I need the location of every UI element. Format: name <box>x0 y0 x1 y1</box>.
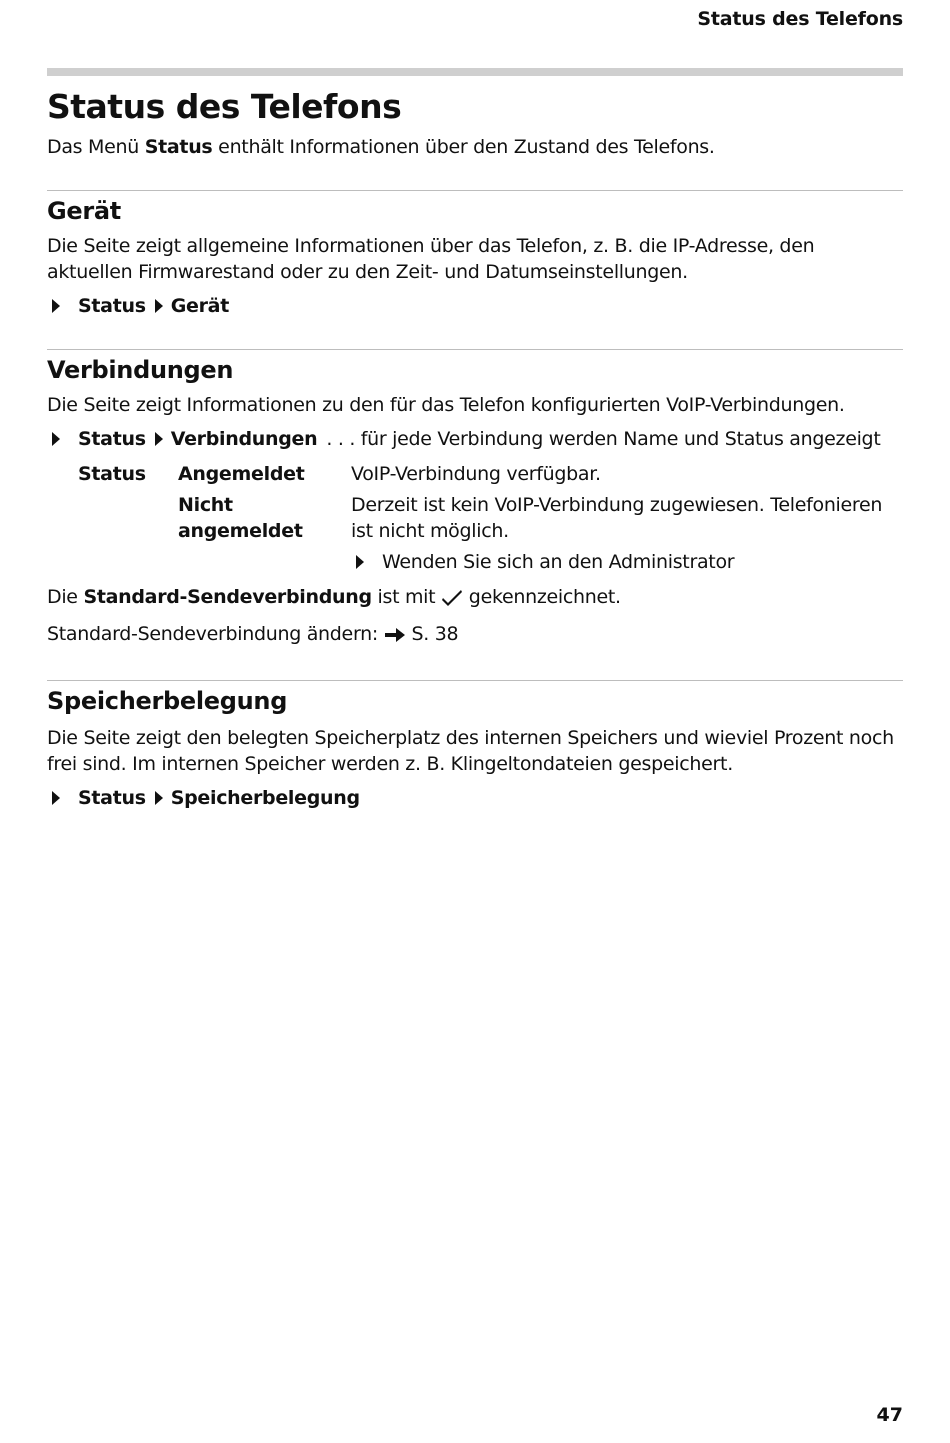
menu-path <box>47 785 903 811</box>
section-divider <box>47 680 903 681</box>
arrow-right-icon <box>155 432 163 446</box>
status-label: Status <box>78 463 146 485</box>
arrow-right-icon <box>155 299 163 313</box>
page-reference-link[interactable]: S. 38 <box>411 623 459 645</box>
status-table <box>78 461 903 575</box>
menu-path-item: Status <box>78 295 146 317</box>
intro-text <box>47 134 903 160</box>
change-text: Standard-Sendeverbindung ändern: <box>47 623 384 645</box>
section-geraet <box>47 195 903 319</box>
section-heading: Speicherbelegung <box>47 687 288 715</box>
menu-path-item: Status <box>78 428 146 450</box>
page-title: Status des Telefons <box>47 87 402 126</box>
section-heading: Gerät <box>47 197 121 225</box>
section-heading: Verbindungen <box>47 356 234 384</box>
menu-path-note: . . . für jede Verbindung werden Name und Status angezeigt <box>326 428 881 450</box>
page-reference-arrow-icon <box>384 624 406 650</box>
admin-hint-text: Wenden Sie sich an den Administrator <box>382 551 735 573</box>
checkmark-icon <box>441 587 463 613</box>
page-content <box>47 86 903 811</box>
arrow-right-icon <box>356 555 364 569</box>
intro-before: Das Menü <box>47 136 145 158</box>
intro-bold: Status <box>144 136 213 158</box>
standard-connection-note <box>47 584 903 613</box>
admin-hint <box>351 549 903 575</box>
page-number: 47 <box>876 1404 903 1426</box>
arrow-right-icon <box>52 299 60 313</box>
section-text: Die Seite zeigt allgemeine Informationen über das Telefon, z. B. die IP-Adresse, den aktuellen Firmwarestand oder zu den Zeit- und Datumseinstellungen. <box>47 235 815 283</box>
title-bar-decoration <box>47 68 903 76</box>
menu-path-item: Gerät <box>170 295 229 317</box>
std-after: gekennzeichnet. <box>463 586 621 608</box>
status-desc: Derzeit ist kein VoIP-Verbindung zugewiesen. Telefonieren ist nicht möglich. <box>351 494 883 542</box>
arrow-right-icon <box>52 432 60 446</box>
section-speicherbelegung <box>47 685 903 811</box>
arrow-right-icon <box>52 791 60 805</box>
std-middle: ist mit <box>371 586 442 608</box>
status-name: Nicht angemeldet <box>178 494 303 542</box>
section-divider <box>47 190 903 191</box>
intro-after: enthält Informationen über den Zustand des Telefons. <box>212 136 715 158</box>
menu-path-item: Speicherbelegung <box>170 787 360 809</box>
section-verbindungen <box>47 354 903 650</box>
menu-path-item: Status <box>78 787 146 809</box>
status-desc-block <box>351 492 903 575</box>
std-bold: Standard-Sendeverbindung <box>83 586 372 608</box>
std-before: Die <box>47 586 84 608</box>
running-header: Status des Telefons <box>697 8 903 30</box>
arrow-right-icon <box>155 791 163 805</box>
section-divider <box>47 349 903 350</box>
change-reference <box>47 621 903 650</box>
status-desc: VoIP-Verbindung verfügbar. <box>351 463 601 485</box>
menu-path-item: Verbindungen <box>170 428 318 450</box>
menu-path <box>47 426 903 452</box>
status-name: Angemeldet <box>178 463 305 485</box>
menu-path <box>47 293 903 319</box>
section-text: Die Seite zeigt Informationen zu den für das Telefon konfigurierten VoIP-Verbindungen. <box>47 394 845 416</box>
section-text: Die Seite zeigt den belegten Speicherplatz des internen Speichers und wieviel Prozent noch frei sind. Im internen Speicher werden z. B. Klingeltondateien gespeichert. <box>47 727 894 775</box>
